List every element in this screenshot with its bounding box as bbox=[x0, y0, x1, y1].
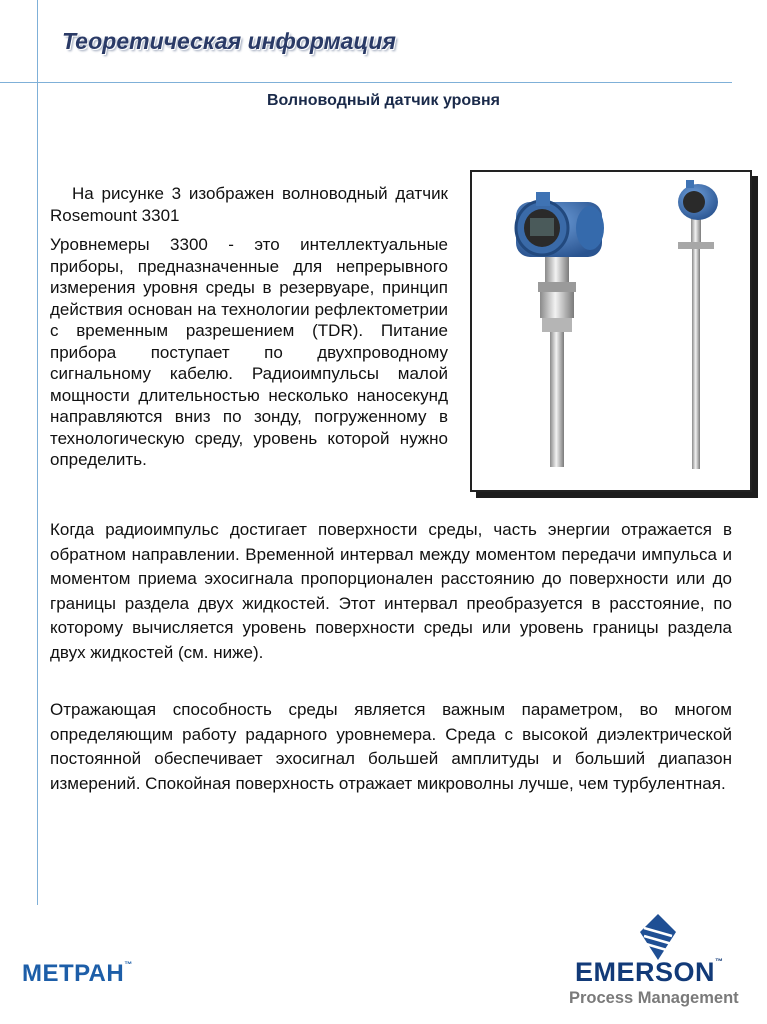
header-divider bbox=[0, 82, 732, 83]
left-accent-line bbox=[37, 0, 38, 905]
slide-title: Теоретическая информация bbox=[62, 28, 396, 54]
reflectivity-paragraph: Отражающая способность среды является важным параметром, во многом определяющим работу радарного уровнемера. Среда с высокой диэлектрической постоянной обеспечивает эхосигнал большей амплитуды и больший диапазон измерений. Спокойная поверхность отражает микроволны лучше, чем турбулентная. bbox=[50, 700, 732, 793]
echo-paragraph: Когда радиоимпульс достигает поверхности среды, часть энергии отражается в обратном направлении. Временной интервал между моментом передачи импульса и моментом приема эхосигнала пропорционален расстоянию до поверхности или до границы раздела двух жидкостей. Этот интервал преобразуется в расстояние, по которому вычисляется уровень поверхности среды или уровень границы раздела двух жидкостей (см. ниже). bbox=[50, 520, 732, 662]
slide-subtitle: Волноводный датчик уровня bbox=[266, 92, 501, 109]
rosemount-sensor-illustration bbox=[472, 172, 750, 490]
sensor-figure bbox=[470, 170, 752, 492]
description-paragraph: Уровнемеры 3300 - это интеллектуальные приборы, предназначенные для непрерывного измерения уровня среды в резервуаре, принцип действия основан на технологии рефлектометрии с временным разрешением (TDR). Питание прибора поступает по двухпроводному сигнальному кабелю. Радиоимпульсы малой мощности длительностью несколько наносекунд направляются вниз по зонду, погруженному в технологическую среду, уровень которой нужно определить. bbox=[50, 235, 448, 469]
emerson-diamond-icon bbox=[638, 914, 678, 960]
metran-logo: МЕТРАН™ bbox=[22, 960, 133, 987]
sensor-large bbox=[516, 192, 604, 467]
process-management-tagline: Process Management bbox=[569, 989, 739, 1007]
intro-paragraph: На рисунке 3 изображен волноводный датчик Rosemount 3301 bbox=[50, 184, 448, 225]
emerson-wordmark: EMERSON™ bbox=[575, 957, 724, 987]
sensor-slim bbox=[678, 180, 718, 469]
